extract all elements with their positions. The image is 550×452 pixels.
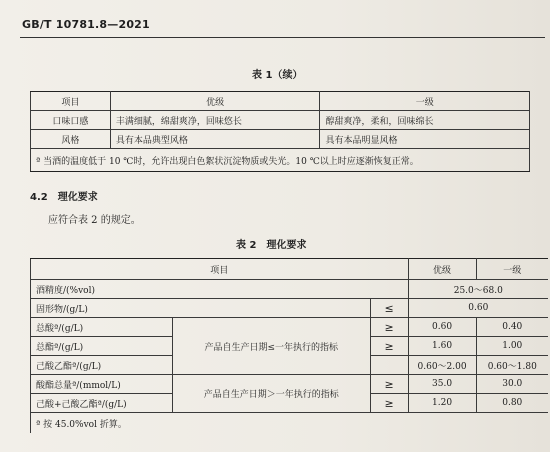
table2-footnote-row	[31, 413, 549, 434]
section-heading	[30, 188, 108, 203]
table2-cell-first: 0.60～1.80	[476, 356, 548, 375]
header-rule	[20, 37, 545, 38]
table2-header-item: 项目	[31, 259, 409, 280]
table2-group1-label: 产品自生产日期≤一年执行的指标	[172, 318, 370, 375]
table2-cell-item: 己酸乙酯ª/(g/L)	[31, 356, 173, 375]
table2-cell-first: 0.80	[476, 394, 548, 413]
table2-cell-item: 酒精度/(%vol)	[31, 280, 409, 299]
table2-cell-first: 1.00	[476, 337, 548, 356]
table-row	[31, 299, 549, 318]
table2-cell-superior: 0.60～2.00	[408, 356, 476, 375]
table2-cell-superior: 0.60	[408, 318, 476, 337]
table2-cell-superior: 35.0	[408, 375, 476, 394]
table-row	[31, 130, 530, 149]
greater-equal-symbol: ≥	[370, 318, 408, 337]
table2	[30, 258, 548, 433]
table-row	[31, 375, 549, 394]
table2-header-row	[31, 259, 549, 280]
table1	[30, 91, 530, 172]
section-text: 应符合表 2 的规定。	[48, 215, 141, 226]
table1-cell-superior: 具有本品典型风格	[110, 130, 320, 149]
standard-number: GB/T 10781.8—2021	[22, 18, 150, 31]
table2-cell-first: 0.40	[476, 318, 548, 337]
table1-cell-superior: 丰满细腻，绵甜爽净，回味悠长	[110, 111, 320, 130]
table2-footnote: ª 按 45.0%vol 折算。	[31, 413, 549, 434]
table1-cell-first: 具有本品明显风格	[320, 130, 530, 149]
table1-cell-item: 风格	[31, 130, 111, 149]
table2-header-first: 一级	[476, 259, 548, 280]
table1-footnote: ª 当酒的温度低于 10 ℃时，允许出现白色絮状沉淀物质或失光。10 ℃以上时应逐渐恢复正常。	[31, 149, 530, 172]
table-row	[31, 318, 549, 337]
table1-header-superior: 优级	[110, 92, 320, 111]
table2-header-superior: 优级	[408, 259, 476, 280]
table1-cell-item: 口味口感	[31, 111, 111, 130]
table1-header-first: 一级	[320, 92, 530, 111]
table2-cell-superior: 1.20	[408, 394, 476, 413]
table2-cell-item: 固形物/(g/L)	[31, 299, 371, 318]
table2-cell-item: 总酸ª/(g/L)	[31, 318, 173, 337]
table2-cell-merged-value: 25.0～68.0	[408, 280, 548, 299]
table2-cell-item: 己酸+己酸乙酯ª/(g/L)	[31, 394, 173, 413]
less-equal-symbol: ≤	[370, 299, 408, 318]
table-row	[31, 280, 549, 299]
table1-header-row	[31, 92, 530, 111]
table1-cell-first: 醇甜爽净，柔和，回味绵长	[320, 111, 530, 130]
greater-equal-symbol: ≥	[370, 394, 408, 413]
table2-group2-label: 产品自生产日期＞一年执行的指标	[172, 375, 370, 413]
greater-equal-symbol: ≥	[370, 337, 408, 356]
table2-cell-item: 酸酯总量ª/(mmol/L)	[31, 375, 173, 394]
table1-caption: 表 1（续）	[252, 70, 303, 81]
table1-header-item: 项目	[31, 92, 111, 111]
table-row	[31, 111, 530, 130]
table2-cell-item: 总酯ª/(g/L)	[31, 337, 173, 356]
table2-cell-merged-value: 0.60	[408, 299, 548, 318]
table2-cell-first: 30.0	[476, 375, 548, 394]
greater-equal-symbol: ≥	[370, 375, 408, 394]
table1-footnote-row	[31, 149, 530, 172]
table2-caption: 表 2 理化要求	[236, 240, 307, 251]
section-number: 4.2	[30, 192, 48, 203]
table2-cell-superior: 1.60	[408, 337, 476, 356]
section-title: 理化要求	[57, 192, 98, 203]
table2-cell-sym-empty	[370, 356, 408, 375]
